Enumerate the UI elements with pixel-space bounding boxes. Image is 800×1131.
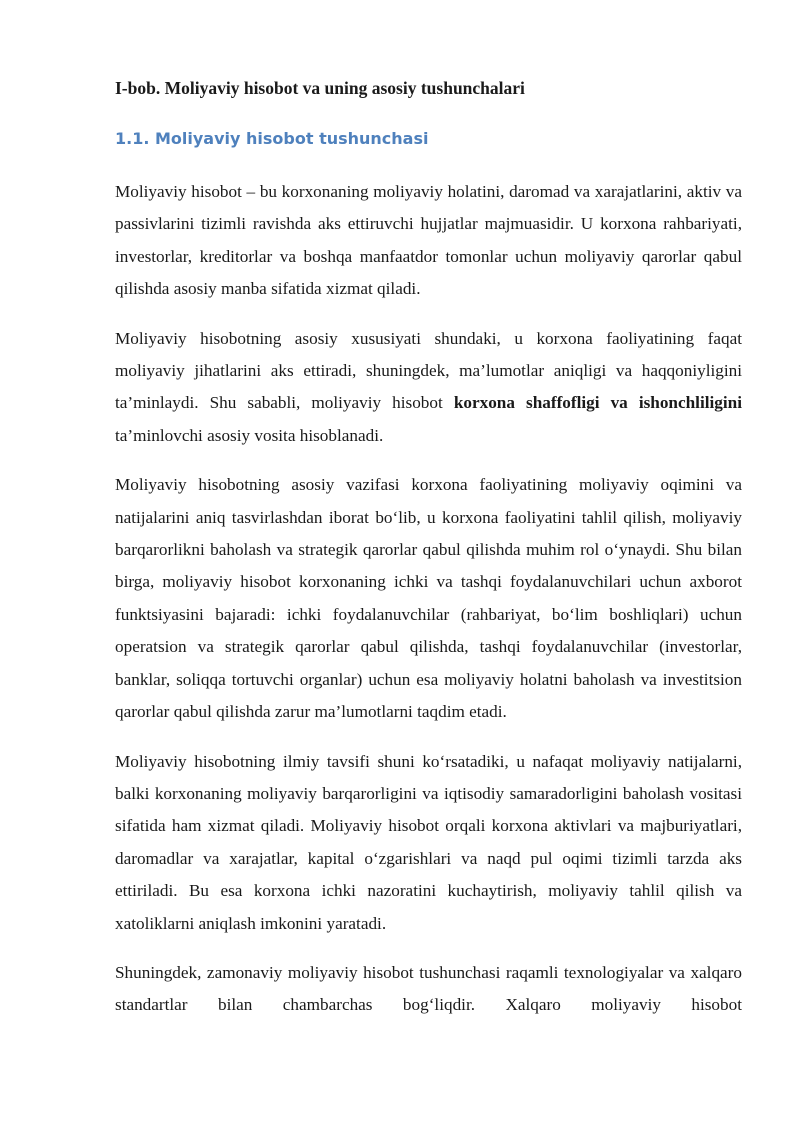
body-text: [115, 176, 742, 1039]
paragraph-2-text-after: ta’minlovchi asosiy vosita hisoblanadi.: [115, 425, 384, 445]
paragraph-2-text-before: Moliyaviy hisobotning asosiy xususiyati shundaki, u korxona faoliyatining faqat moliyaviy jihatlarini aks ettiradi, shuningdek, ma’lumotlar aniqligi va haqqoniyligini ta’minlaydi. Shu sababli, moliyaviy hisobot: [115, 328, 742, 413]
paragraph-2: [115, 323, 742, 453]
section-title: 1.1. Moliyaviy hisobot tushunchasi: [115, 129, 429, 148]
paragraph-5: Shuningdek, zamonaviy moliyaviy hisobot tushunchasi raqamli texnologiyalar va xalqaro standartlar bilan chambarchas bog‘liqdir. Xalqaro moliyaviy hisobot: [115, 962, 742, 1015]
paragraph-2-bold-phrase: korxona shaffofligi va ishonchliligini: [453, 393, 742, 413]
paragraph-3: Moliyaviy hisobotning asosiy vazifasi korxona faoliyatining moliyaviy oqimini va natijalarini aniq tasvirlashdan iborat bo‘lib, u korxona faoliyatini tahlil qilish, moliyaviy barqarorlikni baholash va strategik qarorlar qabul qilishda muhim rol o‘ynaydi. Shu bilan birga, moliyaviy hisobot korxonaning ichki va tashqi foydalanuvchilari uchun axborot funktsiyasini bajaradi: ichki foydalanuvchilar (rahbariyat, bo‘lim boshliqlari) uchun operatsion va strategik qarorlar qabul qilishda, tashqi foydalanuvchilar (investorlar, banklar, soliqqa tortuvchi organlar) uchun esa moliyaviy holatni baholash va investitsion qarorlar qabul qilishda zarur ma’lumotlarni taqdim etadi.: [115, 475, 742, 722]
paragraph-1: Moliyaviy hisobot – bu korxonaning moliyaviy holatini, daromad va xarajatlarini, aktiv va passivlarini tizimli ravishda aks ettiruvchi hujjatlar majmuasidir. U korxona rahbariyati, investorlar, kreditorlar va boshqa manfaatdor tomonlar uchun moliyaviy qarorlar qabul qilishda asosiy manba sifatida xizmat qiladi.: [115, 182, 742, 299]
paragraph-4: Moliyaviy hisobotning ilmiy tavsifi shuni ko‘rsatadiki, u nafaqat moliyaviy natijalarni, balki korxonaning moliyaviy barqarorligini va iqtisodiy samaradorligini baholash vositasi sifatida ham xizmat qiladi. Moliyaviy hisobot orqali korxona aktivlari va majburiyatlari, daromadlar va xarajatlar, kapital o‘zgarishlari va naqd pul oqimi tizimli tarzda aks ettiriladi. Bu esa korxona ichki nazoratini kuchaytirish, moliyaviy tahlil qilish va xatoliklarni aniqlash imkonini yaratadi.: [115, 751, 742, 933]
chapter-title: I-bob. Moliyaviy hisobot va uning asosiy tushunchalari: [115, 78, 525, 98]
